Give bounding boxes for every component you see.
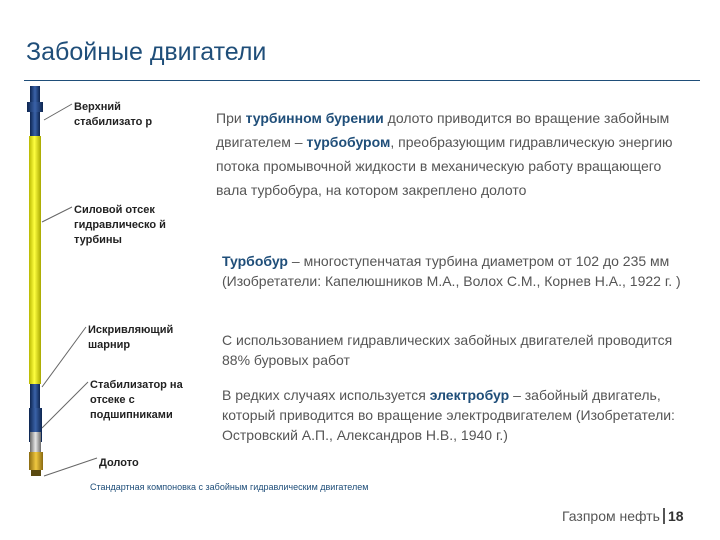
paragraph-turbine-drilling: При турбинном бурении долото приводится во вращение забойным двигателем – турбобуром, преобразующим гидравлическую энергию потока промывочной жидкости в механическую работу вращающего вала турбобура, на котором закреплено долото [216, 110, 673, 198]
callout-upper-stabilizer: Верхний стабилизато р [74, 101, 153, 128]
callout-bend-sub: Искривляющий шарнир [88, 324, 174, 351]
footer-separator [663, 508, 665, 524]
paragraph-usage-share: С использованием гидравлических забойных двигателей проводится 88% буровых работ [222, 332, 673, 368]
figure-caption: Стандартная компоновка с забойным гидравлическим двигателем [90, 482, 369, 492]
callout-bearing-stabilizer: Стабилизатор на отсеке с подшипниками [90, 379, 183, 421]
footer [562, 508, 684, 524]
paragraph-turbodrill: Турбобур – многоступенчатая турбина диаметром от 102 до 235 мм (Изобретатели: Капелюшников М.А., Волох С.М., Корнев Н.А., 1922 г. ) [222, 253, 681, 289]
callout-bit: Долото [99, 457, 139, 469]
page-number: 18 [667, 508, 684, 524]
callout-power-section: Силовой отсек гидравлическо й турбины [74, 204, 166, 246]
page-title: Забойные двигатели [26, 38, 267, 66]
company-name: Газпром нефть [562, 508, 660, 524]
paragraph-electrodrill: В редких случаях используется электробур – забойный двигатель, который приводится во вращение электродвигателем (Изобретатели: Островский А.П., Александров Н.В., 1940 г.) [222, 387, 675, 443]
